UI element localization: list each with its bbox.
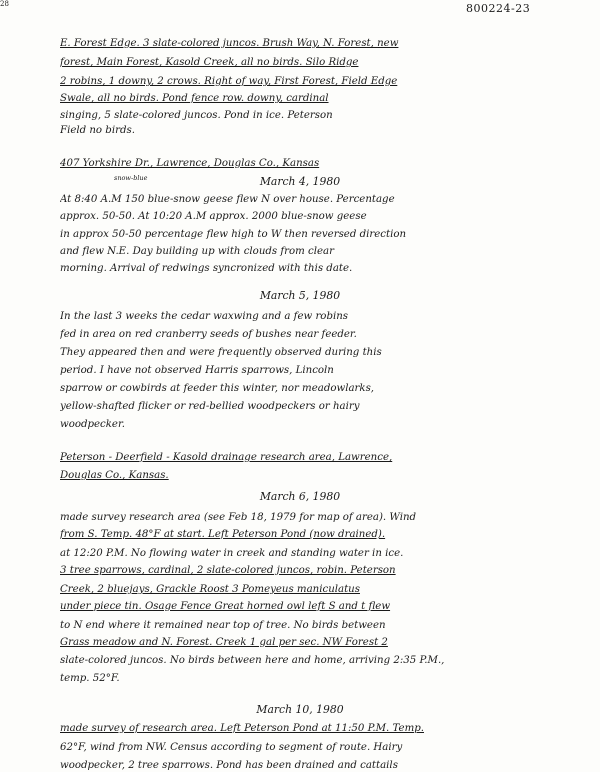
handwritten-line: sparrow or cowbirds at feeder this winter, nor meadowlarks, [60, 383, 375, 394]
handwritten-line: morning. Arrival of redwings syncronized with this date. [60, 263, 353, 274]
handwritten-line: 407 Yorkshire Dr., Lawrence, Douglas Co., Kansas [60, 158, 320, 169]
handwritten-line: slate-colored juncos. No birds between here and home, arriving 2:35 P.M., [60, 655, 445, 666]
handwritten-line: in approx 50-50 percentage flew high to W then reversed direction [60, 229, 407, 240]
handwritten-line: 3 tree sparrows, cardinal, 2 slate-colored juncos, robin. Peterson [60, 565, 396, 576]
handwritten-line: under piece tin. Osage Fence Great horned owl left S and t flew [60, 601, 391, 612]
handwritten-line: and flew N.E. Day building up with clouds from clear [60, 246, 334, 257]
entry-date: March 6, 1980 [259, 491, 341, 503]
handwritten-line: period. I have not observed Harris sparrows, Lincoln [60, 365, 334, 376]
entry-date: March 4, 1980 [259, 176, 341, 188]
handwritten-line: 62°F, wind from NW. Census according to segment of route. Hairy [60, 742, 403, 753]
handwritten-line: yellow-shafted flicker or red-bellied woodpeckers or hairy [60, 401, 360, 412]
handwritten-line: They appeared then and were frequently observed during this [60, 347, 382, 358]
entry-date: March 10, 1980 [256, 704, 344, 716]
insertion-note: snow-blue [114, 174, 148, 182]
corner-mark: 28 [0, 0, 9, 8]
handwritten-line: E. Forest Edge. 3 slate-colored juncos. Brush Way, N. Forest, new [60, 38, 399, 49]
handwritten-line: approx. 50-50. At 10:20 A.M approx. 2000 blue-snow geese [60, 211, 367, 222]
handwritten-line: from S. Temp. 48°F at start. Left Peterson Pond (now drained). [60, 529, 386, 540]
handwritten-line: Douglas Co., Kansas. [60, 470, 169, 481]
handwritten-line: made survey research area (see Feb 18, 1979 for map of area). Wind [60, 512, 417, 523]
handwritten-line: woodpecker, 2 tree sparrows. Pond has been drained and cattails [60, 760, 398, 771]
handwritten-line: Swale, all no birds. Pond fence row. downy, cardinal [60, 93, 329, 104]
handwritten-line: 2 robins, 1 downy, 2 crows. Right of way, First Forest, Field Edge [60, 76, 398, 87]
handwritten-line: Grass meadow and N. Forest. Creek 1 gal per sec. NW Forest 2 [60, 637, 388, 648]
handwritten-line: woodpecker. [60, 419, 125, 430]
handwritten-line: Peterson - Deerfield - Kasold drainage research area, Lawrence, [60, 452, 393, 463]
handwritten-line: at 12:20 P.M. No flowing water in creek and standing water in ice. [60, 548, 404, 559]
handwritten-line: Field no birds. [60, 125, 135, 136]
document-id: 800224-23 [466, 2, 531, 15]
handwritten-line: fed in area on red cranberry seeds of bushes near feeder. [60, 329, 357, 340]
handwritten-line: temp. 52°F. [60, 673, 120, 684]
handwritten-line: Creek, 2 bluejays, Grackle Roost 3 Pomeyeus maniculatus [60, 584, 360, 595]
handwritten-line: to N end where it remained near top of tree. No birds between [60, 620, 386, 631]
handwritten-line: In the last 3 weeks the cedar waxwing and a few robins [60, 311, 349, 322]
handwritten-line: made survey of research area. Left Peterson Pond at 11:50 P.M. Temp. [60, 723, 424, 734]
entry-date: March 5, 1980 [259, 290, 341, 302]
handwritten-line: singing, 5 slate-colored juncos. Pond in ice. Peterson [60, 110, 333, 121]
handwritten-line: forest, Main Forest, Kasold Creek, all no birds. Silo Ridge [60, 57, 359, 68]
handwritten-line: At 8:40 A.M 150 blue-snow geese flew N over house. Percentage [60, 194, 395, 205]
